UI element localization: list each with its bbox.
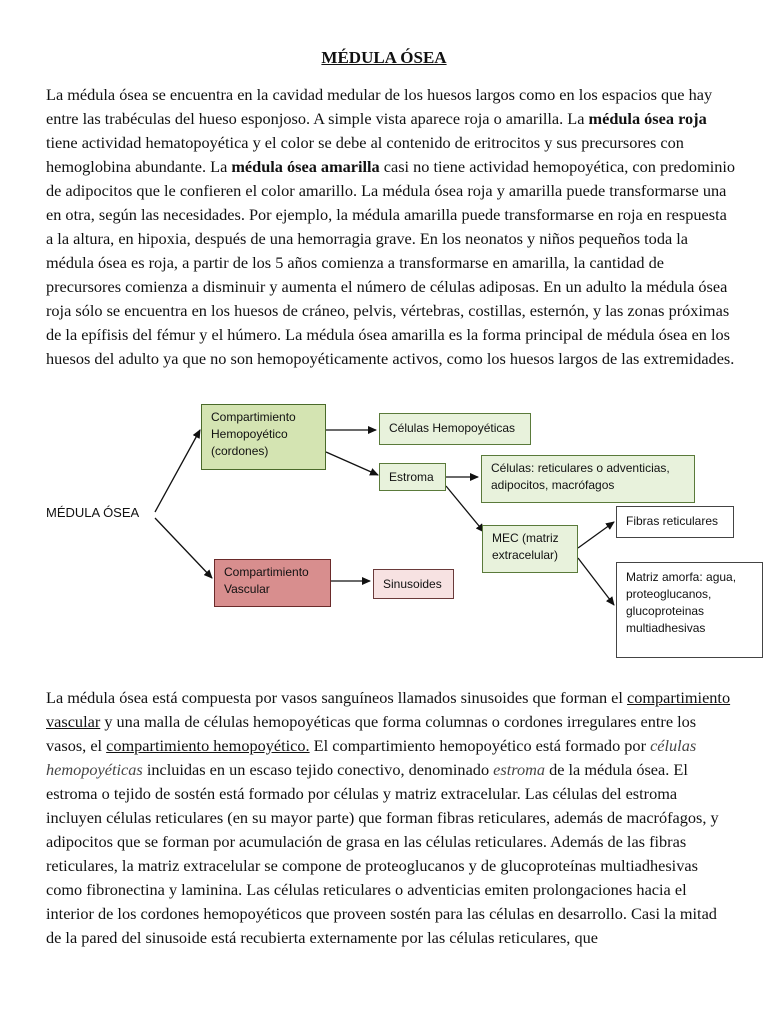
arrow-mec-to-matrix [578, 558, 614, 605]
node-vascular-compartment: Compartimiento Vascular [214, 559, 331, 607]
page-title: MÉDULA ÓSEA [321, 48, 447, 67]
node-extracellular-matrix: MEC (matriz extracelular) [482, 525, 578, 573]
arrow-hemo-to-stroma [326, 452, 378, 475]
node-hemopoietic-cells: Células Hemopoyéticas [379, 413, 531, 445]
arrow-root-to-hemo [155, 430, 200, 512]
text-span: y una malla de células hemopoyéticas que forma columnas o cordones irregulares entre los vasos, el [46, 712, 697, 755]
arrow-stroma-to-mec [446, 486, 484, 532]
node-reticular-fibers: Fibras reticulares [616, 506, 734, 538]
arrow-mec-to-fibers [578, 522, 614, 548]
text-span: La médula ósea se encuentra en la cavidad medular de los huesos largos como en los espacios que hay entre las trabéculas del hueso esponjoso. A simple vista aparece roja o amarilla. La [46, 85, 713, 128]
node-amorphous-matrix: Matriz amorfa: agua, proteoglucanos, glucoproteinas multiadhesivas [616, 562, 763, 658]
node-stroma-cells: Células: reticulares o adventicias, adipocitos, macrófagos [481, 455, 695, 503]
node-hemopoietic-compartment: Compartimiento Hemopoyético (cordones) [201, 404, 326, 470]
paragraph-composition [46, 686, 736, 950]
text-span: tiene actividad hematopoyética y el color se debe al contenido de eritrocitos y sus precursores con hemoglobina abundante. La [46, 133, 684, 176]
concept-diagram [0, 400, 768, 670]
text-span: casi no tiene actividad hemopoyética, con predominio de adipocitos que le confieren el color amarillo. La médula ósea roja y amarilla puede transformarse una en otra, según las necesidades. Por ejemplo, la médula amarilla puede transformarse en roja en respuesta a la altura, en hipoxia, después de una hemorragia grave. En los neonatos y niños pequeños toda la médula ósea es roja, a partir de los 5 años comienza a transformarse en amarilla, la cantidad de precursores comienza a disminuir y aumenta el número de células adiposas. En un adulto la médula ósea roja sólo se encuentra en los huesos de cráneo, pelvis, vértebras, costillas, esternón, y las zonas próximas de la epífisis del fémur y el húmero. La médula ósea amarilla es la forma principal de médula ósea en los huesos del adulto ya que no son hemopoyéticamente activos, como los huesos largos de las extremidades. [46, 157, 736, 368]
italic-term-hemopoietic-cells: células hemopoyéticas [46, 736, 697, 779]
node-sinusoids: Sinusoides [373, 569, 454, 599]
node-stroma: Estroma [379, 463, 446, 491]
bold-term-red-marrow: médula ósea roja [588, 109, 707, 128]
italic-term-stroma: estroma [493, 760, 546, 779]
diagram-root-label: MÉDULA ÓSEA [46, 505, 140, 520]
underlined-term-vascular-compartment: compartimiento vascular [46, 688, 731, 731]
bold-term-yellow-marrow: médula ósea amarilla [231, 157, 380, 176]
underlined-term-hemopoietic-compartment: compartimiento hemopoyético. [106, 736, 310, 755]
text-span: El compartimiento hemopoyético está formado por [309, 736, 651, 755]
text-span: de la médula ósea. El estroma o tejido de sostén está formado por células y matriz extracelular. Las células del estroma incluyen células reticulares (en su mayor parte) que forman fibras reticulares, además de macrófagos, y adipocitos que se forman por acumulación de grasa en las células reticulares. Además de las fibras reticulares, la matriz extracelular se compone de proteoglucanos y de glucoproteínas multiadhesivas como fibronectina y laminina. Las células reticulares o adventicias emiten prolongaciones hacia el interior de los cordones hemopoyéticos que proveen sostén para las células en desarrollo. Casi la mitad de la pared del sinusoide está recubierta externamente por las células reticulares, que [46, 760, 719, 947]
text-span: incluidas en un escaso tejido conectivo, denominado [142, 760, 494, 779]
text-span: La médula ósea está compuesta por vasos sanguíneos llamados sinusoides que forman el [46, 688, 628, 707]
arrow-root-to-vascular [155, 518, 212, 578]
paragraph-intro [46, 83, 736, 371]
